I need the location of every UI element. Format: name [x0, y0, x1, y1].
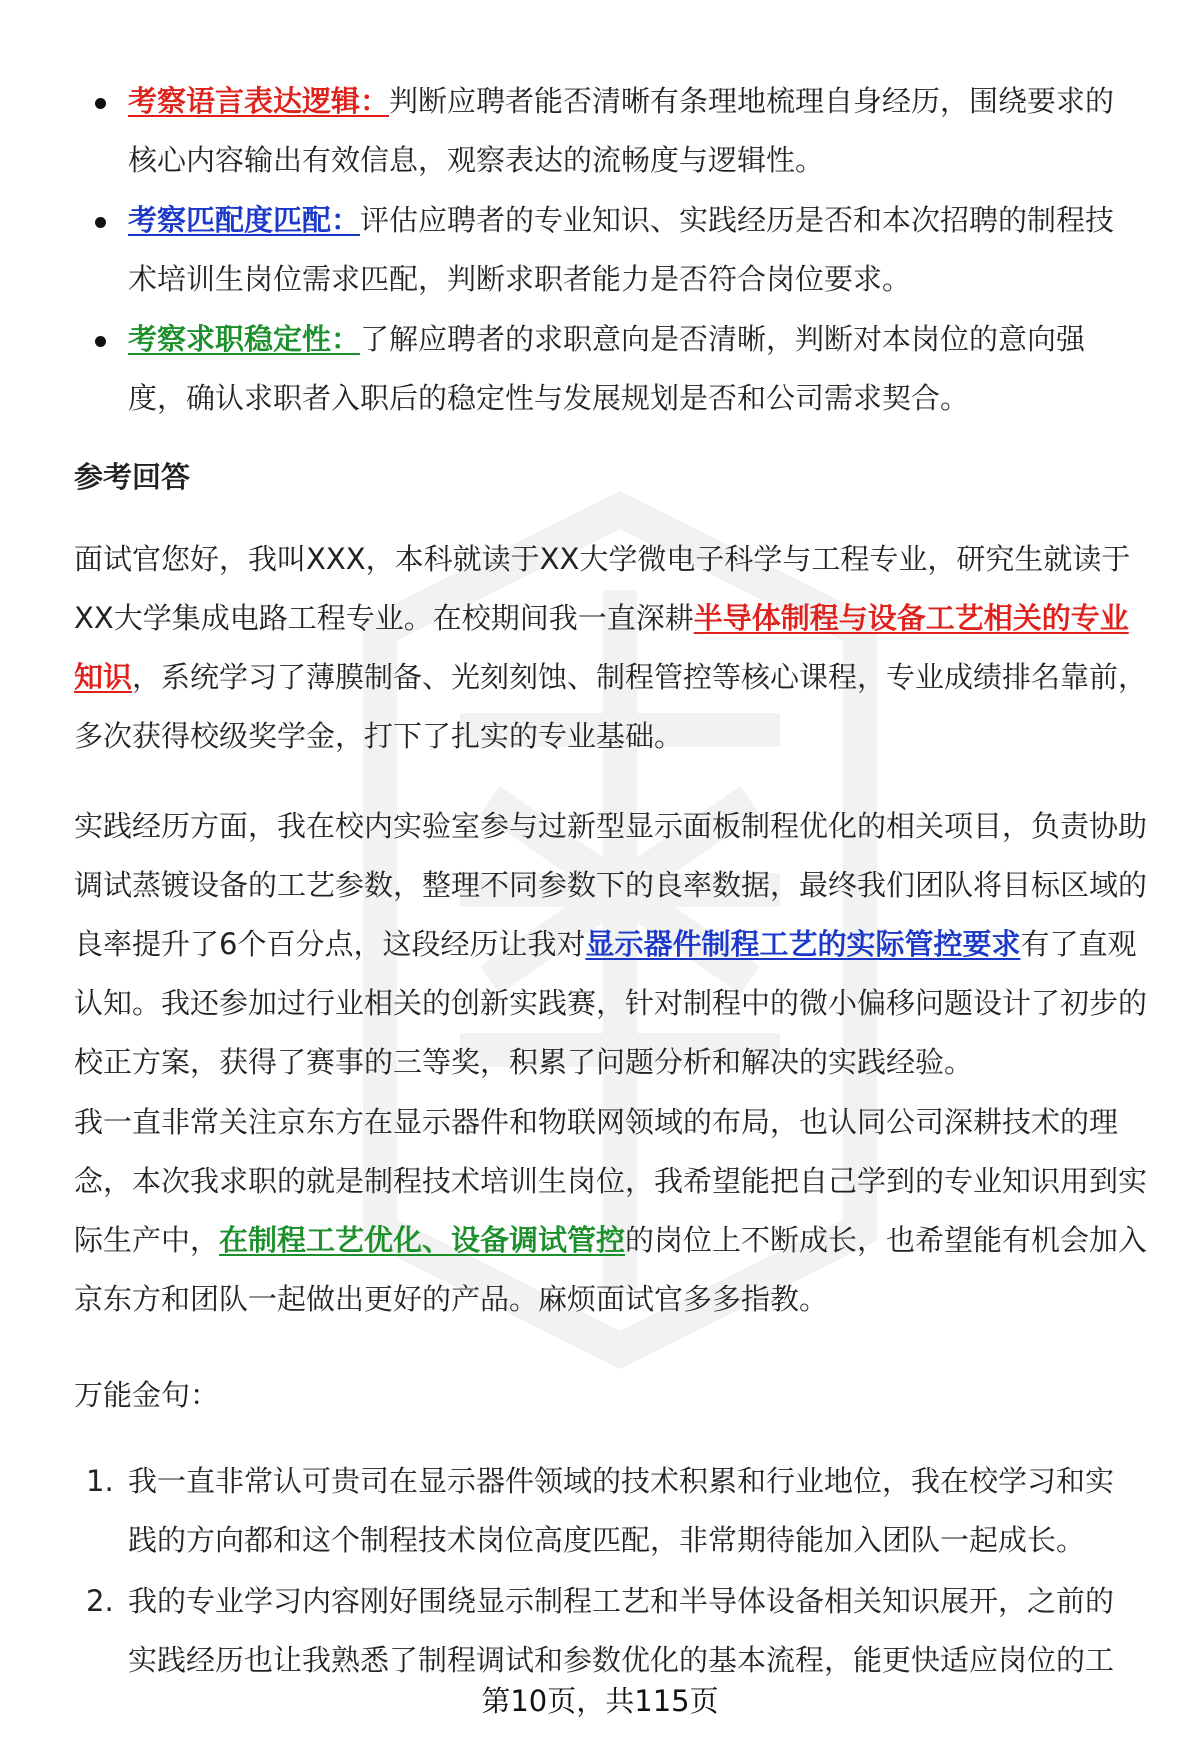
bullet-label: 考察求职稳定性：: [128, 322, 361, 356]
formula-heading: 万能金句：: [74, 1378, 220, 1412]
bullet-label: 考察匹配度匹配：: [128, 203, 361, 237]
answer-paragraph-1: [74, 530, 1154, 766]
bullet-icon: [95, 336, 106, 347]
section-heading: 参考回答: [74, 460, 191, 494]
list-text: 我一直非常认可贵司在显示器件领域的技术积累和行业地位，我在校学习和实践的方向都和这个制程技术岗位高度匹配，非常期待能加入团队一起成长。: [128, 1464, 1115, 1557]
list-item: [0, 310, 1200, 428]
bullet-text: 判断应聘者能否清晰有条理地梳理自身经历，围绕要求的核心内容输出有效信息，观察表达的流畅度与逻辑性。: [128, 84, 1115, 177]
answer-paragraph-2: [74, 797, 1154, 1092]
golden-sentences-list: [0, 1452, 1200, 1690]
evaluation-points-list: [0, 72, 1200, 428]
list-text: 我的专业学习内容刚好围绕显示制程工艺和半导体设备相关知识展开，之前的实践经历也让我熟悉了制程调试和参数优化的基本流程，能更快适应岗位的工: [128, 1584, 1115, 1677]
answer-paragraph-3: [74, 1093, 1154, 1329]
highlight-text: 在制程工艺优化、设备调试管控: [219, 1223, 626, 1257]
list-item: [0, 191, 1200, 309]
paragraph-text: 有了直观认知。我还参加过行业相关的创新实践赛，针对制程中的微小偏移问题设计了初步的校正方案，获得了赛事的三等奖，积累了问题分析和解决的实践经验。: [74, 927, 1148, 1079]
paragraph-text: ，系统学习了薄膜制备、光刻刻蚀、制程管控等核心课程，专业成绩排名靠前，多次获得校级奖学金，打下了扎实的专业基础。: [74, 660, 1148, 753]
bullet-icon: [95, 217, 106, 228]
list-item: [0, 72, 1200, 190]
list-item: [0, 1572, 1200, 1690]
list-number: 1.: [86, 1464, 114, 1498]
paragraph-text: 实践经历方面，我在校内实验室参与过新型显示面板制程优化的相关项目，负责协助调试蒸镀设备的工艺参数，整理不同参数下的良率数据，最终我们团队将目标区域的良率提升了6个百分点，这段经历让我对: [74, 809, 1148, 961]
paragraph-text: 的岗位上不断成长，也希望能有机会加入京东方和团队一起做出更好的产品。麻烦面试官多多指教。: [74, 1223, 1148, 1316]
bullet-label: 考察语言表达逻辑：: [128, 84, 390, 118]
paragraph-text: 我一直非常关注京东方在显示器件和物联网领域的布局，也认同公司深耕技术的理念，本次我求职的就是制程技术培训生岗位，我希望能把自己学到的专业知识用到实际生产中，: [74, 1105, 1148, 1257]
highlight-text: 半导体制程与设备工艺相关的专业知识: [74, 601, 1129, 694]
list-item: [0, 1452, 1200, 1570]
bullet-icon: [95, 98, 106, 109]
highlight-text: 显示器件制程工艺的实际管控要求: [585, 927, 1021, 961]
bullet-text: 了解应聘者的求职意向是否清晰，判断对本岗位的意向强度，确认求职者入职后的稳定性与发展规划是否和公司需求契合。: [128, 322, 1086, 415]
list-number: 2.: [86, 1584, 114, 1618]
paragraph-text: 面试官您好，我叫XXX，本科就读于XX大学微电子科学与工程专业，研究生就读于XX大学集成电路工程专业。在校期间我一直深耕: [74, 542, 1131, 635]
bullet-text: 评估应聘者的专业知识、实践经历是否和本次招聘的制程技术培训生岗位需求匹配，判断求职者能力是否符合岗位要求。: [128, 203, 1115, 296]
page-number: 第10页，共115页: [481, 1684, 719, 1718]
